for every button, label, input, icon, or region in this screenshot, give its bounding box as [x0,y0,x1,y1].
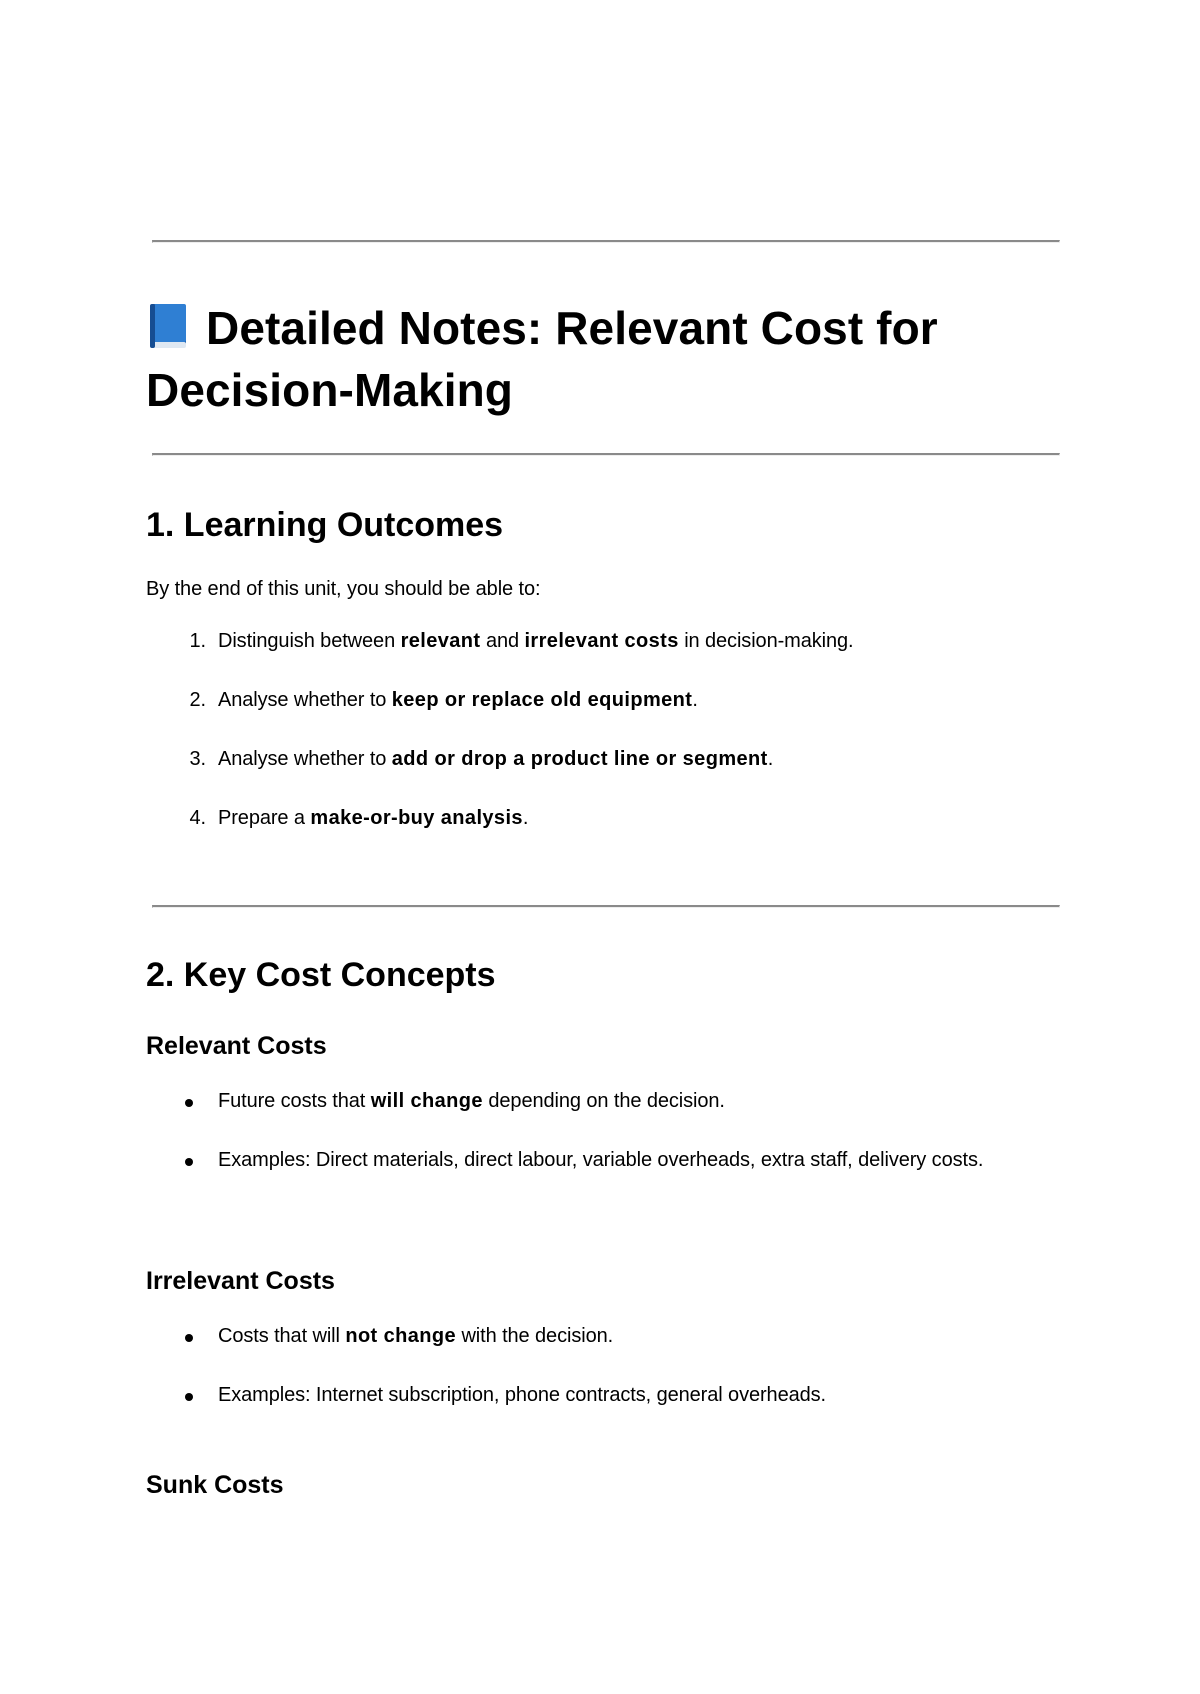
bullet-icon [185,1099,193,1107]
list-number: 4. [189,807,206,829]
divider-after-title [152,453,1060,456]
item-bold: irrelevant costs [524,630,679,652]
list-item [218,1322,1038,1351]
section-heading-key-cost-concepts: 2. Key Cost Concepts [146,956,496,994]
item-bold: not change [345,1325,456,1347]
divider-top [152,240,1060,243]
item-bold: keep or replace old equipment [391,689,693,711]
item-text: with the decision. [456,1325,614,1347]
blue-book-icon [146,302,190,350]
page-title-text: Detailed Notes: Relevant Cost for Decision-Making [146,302,938,416]
item-text: . [692,689,698,711]
item-text: Analyse whether to [218,689,392,711]
item-text: Future costs that [218,1090,371,1112]
item-bold: will change [370,1090,483,1112]
item-text: . [767,748,774,770]
list-item [189,686,1038,715]
list-item [189,627,1038,656]
item-text: in decision-making. [678,630,854,652]
item-text: Costs that will [218,1325,346,1347]
bullet-icon [185,1158,193,1166]
list-item [218,1381,1038,1410]
bullet-icon [185,1393,193,1401]
item-text: and [480,630,525,652]
item-text: Prepare a [218,807,311,829]
item-bold: make-or-buy analysis [310,807,523,829]
item-text: Examples: Internet subscription, phone contracts, general overheads. [218,1384,826,1406]
list-number: 2. [189,689,206,711]
learning-intro: By the end of this unit, you should be able to: [146,578,541,600]
item-text: . [522,807,529,829]
item-bold: relevant [400,630,481,652]
divider-after-learning [152,905,1060,908]
page-title [146,297,1046,421]
list-item [218,1146,1018,1175]
subheading-sunk-costs: Sunk Costs [146,1471,284,1499]
list-number: 3. [189,748,206,770]
list-item [189,804,1038,833]
section-heading-learning-outcomes: 1. Learning Outcomes [146,506,504,544]
list-item [218,1087,1038,1116]
item-bold: add or drop a product line or segment [391,748,768,770]
item-text: depending on the decision. [482,1090,725,1112]
item-text: Analyse whether to [218,748,392,770]
item-text: Examples: Direct materials, direct labour, variable overheads, extra staff, delivery costs. [218,1149,984,1171]
bullet-icon [185,1334,193,1342]
list-item [189,745,1038,774]
subheading-irrelevant-costs: Irrelevant Costs [146,1267,335,1295]
item-text: Distinguish between [218,630,401,652]
list-number: 1. [189,630,206,652]
subheading-relevant-costs: Relevant Costs [146,1032,327,1060]
